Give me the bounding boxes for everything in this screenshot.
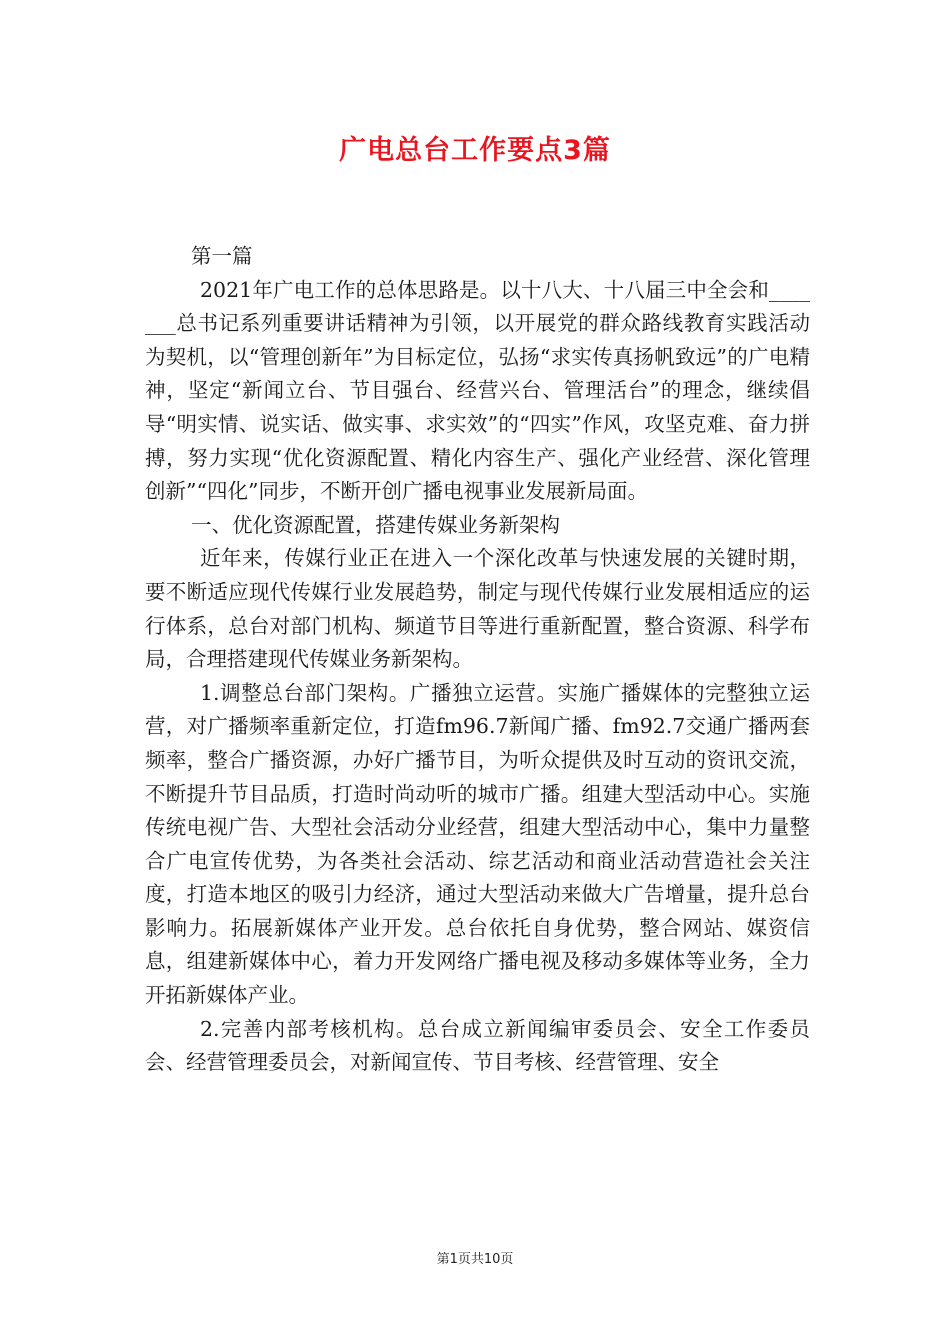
paragraph-overview: 2021年广电工作的总体思路是。以十八大、十八届三中全会和_______总书记系列重要讲话精神为引领，以开展党的群众路线教育实践活动为契机，以“管理创新年”为目标定位，弘扬“求实传真扬帆致远”的广电精神，坚定“新闻立台、节目强台、经营兴台、管理活台”的理念，继续倡导“明实情、说实话、做实事、求实效”的“四实”作风，攻坚克难、奋力拼搏，努力实现“优化资源配置、精化内容生产、强化产业经营、深化管理创新”“四化”同步，不断开创广播电视事业发展新局面。	[145, 277, 810, 504]
paragraph-intro: 近年来，传媒行业正在进入一个深化改革与快速发展的关键时期，要不断适应现代传媒行业发展趋势，制定与现代传媒行业发展相适应的运行体系，总台对部门机构、频道节目等进行重新配置，整合资源、科学布局，合理搭建现代传媒业务新架构。	[145, 546, 810, 672]
page-title: 广电总台工作要点3篇	[339, 135, 611, 166]
paragraph-item-2: 2.完善内部考核机构。总台成立新闻编审委员会、安全工作委员会、经营管理委员会，对新闻宣传、节目考核、经营管理、安全	[145, 1016, 810, 1075]
document-body	[145, 240, 810, 1080]
page-number: 第1页共10页	[436, 1252, 514, 1267]
section-label: 第一篇	[191, 244, 253, 268]
paragraph-item-1: 1.调整总台部门架构。广播独立运营。实施广播媒体的完整独立运营，对广播频率重新定位，打造fm96.7新闻广播、fm92.7交通广播两套频率，整合广播资源，办好广播节目，为听众提供及时互动的资讯交流，不断提升节目品质，打造时尚动听的城市广播。组建大型活动中心。实施传统电视广告、大型社会活动分业经营，组建大型活动中心，集中力量整合广电宣传优势，为各类社会活动、综艺活动和商业活动营造社会关注度，打造本地区的吸引力经济，通过大型活动来做大广告增量，提升总台影响力。拓展新媒体产业开发。总台依托自身优势，整合网站、媒资信息，组建新媒体中心，着力开发网络广播电视及移动多媒体等业务，全力开拓新媒体产业。	[145, 680, 810, 1008]
heading-section-one: 一、优化资源配置，搭建传媒业务新架构	[191, 512, 560, 537]
